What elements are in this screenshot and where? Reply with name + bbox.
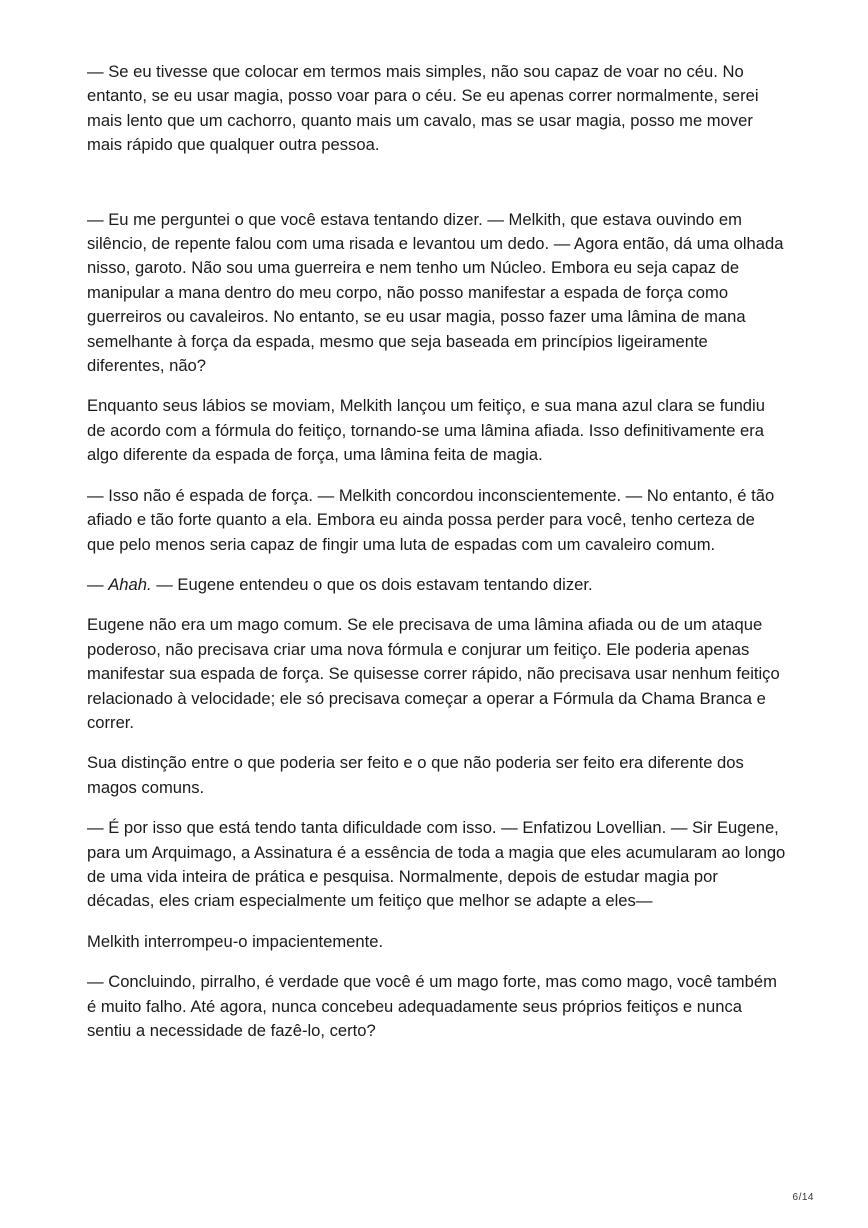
paragraph: — Se eu tivesse que colocar em termos mais simples, não sou capaz de voar no céu. No entanto, se eu usar magia, posso voar para o céu. Se eu apenas correr normalmente, serei mais lento que um cachorro, quanto mais um cavalo, mas se usar magia, posso me mover mais rápido que qualquer outra pessoa. [87,62,759,155]
paragraph: Melkith interrompeu-o impacientemente. [87,931,384,951]
paragraph: — Eu me perguntei o que você estava tentando dizer. — Melkith, que estava ouvindo em silêncio, de repente falou com uma risada e levantou um dedo. — Agora então, dá uma olhada nisso, garoto. Não sou uma guerreira e nem tenho um Núcleo. Embora eu seja capaz de manipular a mana dentro do meu corpo, não posso manifestar a espada de força como guerreiros ou cavaleiros. No entanto, se eu usar magia, posso fazer uma lâmina de mana semelhante à força da espada, mesmo que seja baseada em princípios ligeiramente diferentes, não? [87,209,784,376]
paragraph: Enquanto seus lábios se moviam, Melkith lançou um feitiço, e sua mana azul clara se fundiu de acordo com a fórmula do feitiço, tornando-se uma lâmina afiada. Isso definitivamente era algo diferente da espada de força, uma lâmina feita de magia. [87,396,765,465]
paragraph: Eugene não era um mago comum. Se ele precisava de uma lâmina afiada ou de um ataque poderoso, não precisava criar uma nova fórmula e conjurar um feitiço. Ele poderia apenas manifestar sua espada de força. Se quisesse correr rápido, não precisava usar nenhum feitiço relacionado à velocidade; ele só precisava começar a operar a Fórmula da Chama Branca e correr. [87,615,780,732]
paragraph: — Isso não é espada de força. — Melkith concordou inconscientemente. — No entanto, é tão afiado e tão forte quanto a ela. Embora eu ainda possa perder para você, tenho certeza de que pelo menos seria capaz de fingir uma luta de espadas com um cavaleiro comum. [87,485,775,554]
paragraph: — É por isso que está tendo tanta dificuldade com isso. — Enfatizou Lovellian. — Sir Eugene, para um Arquimago, a Assinatura é a essência de toda a magia que eles acumularam ao longo de uma vida inteira de prática e pesquisa. Normalmente, depois de estudar magia por décadas, eles criam especialmente um feitiço que melhor se adapte a eles— [87,818,786,911]
paragraph-prefix: — [87,574,109,594]
emphasis-text: Ahah. [108,574,152,594]
document-page [87,60,787,1059]
paragraph [87,573,787,597]
page-number: 6/14 [792,1192,814,1203]
paragraph-suffix: — Eugene entendeu o que os dois estavam tentando dizer. [151,574,593,594]
paragraph: — Concluindo, pirralho, é verdade que você é um mago forte, mas como mago, você também é muito falho. Até agora, nunca concebeu adequadamente seus próprios feitiços e nunca sentiu a necessidade de fazê-lo, certo? [87,972,777,1040]
paragraph: Sua distinção entre o que poderia ser feito e o que não poderia ser feito era diferente dos magos comuns. [87,753,744,797]
